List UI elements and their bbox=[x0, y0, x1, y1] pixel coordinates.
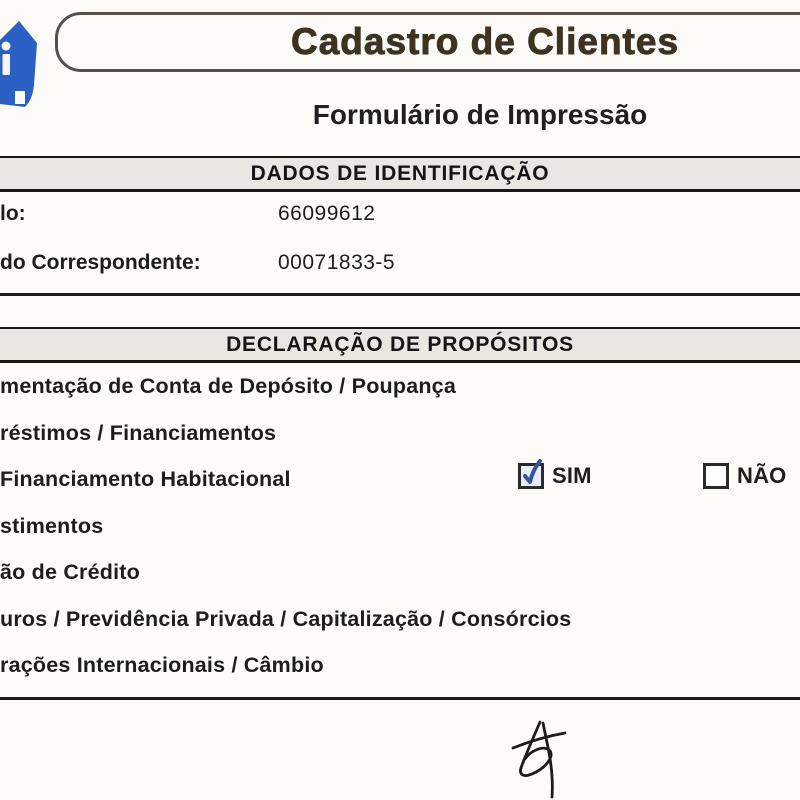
form-title-box bbox=[55, 12, 800, 72]
divider-purposes-bottom bbox=[0, 697, 800, 700]
identification-row bbox=[0, 251, 800, 275]
option bbox=[703, 463, 787, 489]
purpose-row bbox=[0, 513, 800, 539]
purpose-row bbox=[0, 420, 800, 446]
checkbox[interactable] bbox=[518, 463, 544, 489]
option-label: NÃO bbox=[737, 463, 787, 488]
purpose-options bbox=[0, 463, 800, 492]
purpose-label: réstimos / Financiamentos bbox=[0, 420, 277, 445]
option bbox=[518, 463, 592, 489]
purpose-label: mentação de Conta de Depósito / Poupança bbox=[0, 374, 456, 398]
field-value: 00071833-5 bbox=[278, 251, 396, 274]
purpose-label: rações Internacionais / Câmbio bbox=[0, 653, 324, 677]
purpose-label: stimentos bbox=[0, 513, 104, 538]
section-title: DADOS DE IDENTIFICAÇÃO bbox=[250, 161, 550, 185]
section-header-purposes bbox=[0, 327, 800, 363]
purpose-label: uros / Previdência Privada / Capitalização / Consórcios bbox=[0, 606, 572, 631]
purpose-row bbox=[0, 559, 800, 585]
field-value: 66099612 bbox=[278, 202, 376, 225]
purpose-list bbox=[0, 373, 800, 699]
page-title: Cadastro de Clientes bbox=[290, 21, 680, 62]
purpose-row bbox=[0, 463, 800, 492]
purpose-row bbox=[0, 652, 800, 678]
identification-row bbox=[0, 202, 800, 226]
section-title: DECLARAÇÃO DE PROPÓSITOS bbox=[226, 332, 574, 356]
purpose-label: Financiamento Habitacional bbox=[0, 467, 291, 491]
checkmark-icon bbox=[520, 459, 544, 489]
purpose-row bbox=[0, 373, 800, 399]
purpose-label: ão de Crédito bbox=[0, 560, 140, 584]
bank-house-logo-icon bbox=[0, 17, 40, 109]
section-header-identification bbox=[0, 156, 800, 192]
field-label: do Correspondente: bbox=[0, 251, 201, 274]
handwritten-signature bbox=[503, 716, 573, 800]
option-label: SIM bbox=[552, 463, 592, 488]
field-label: lo: bbox=[0, 202, 26, 225]
form-subtitle: Formulário de Impressão bbox=[312, 99, 648, 130]
checkbox[interactable] bbox=[703, 463, 729, 489]
purpose-row bbox=[0, 606, 800, 632]
divider-identification-bottom bbox=[0, 293, 800, 296]
identification-fields bbox=[0, 202, 800, 300]
